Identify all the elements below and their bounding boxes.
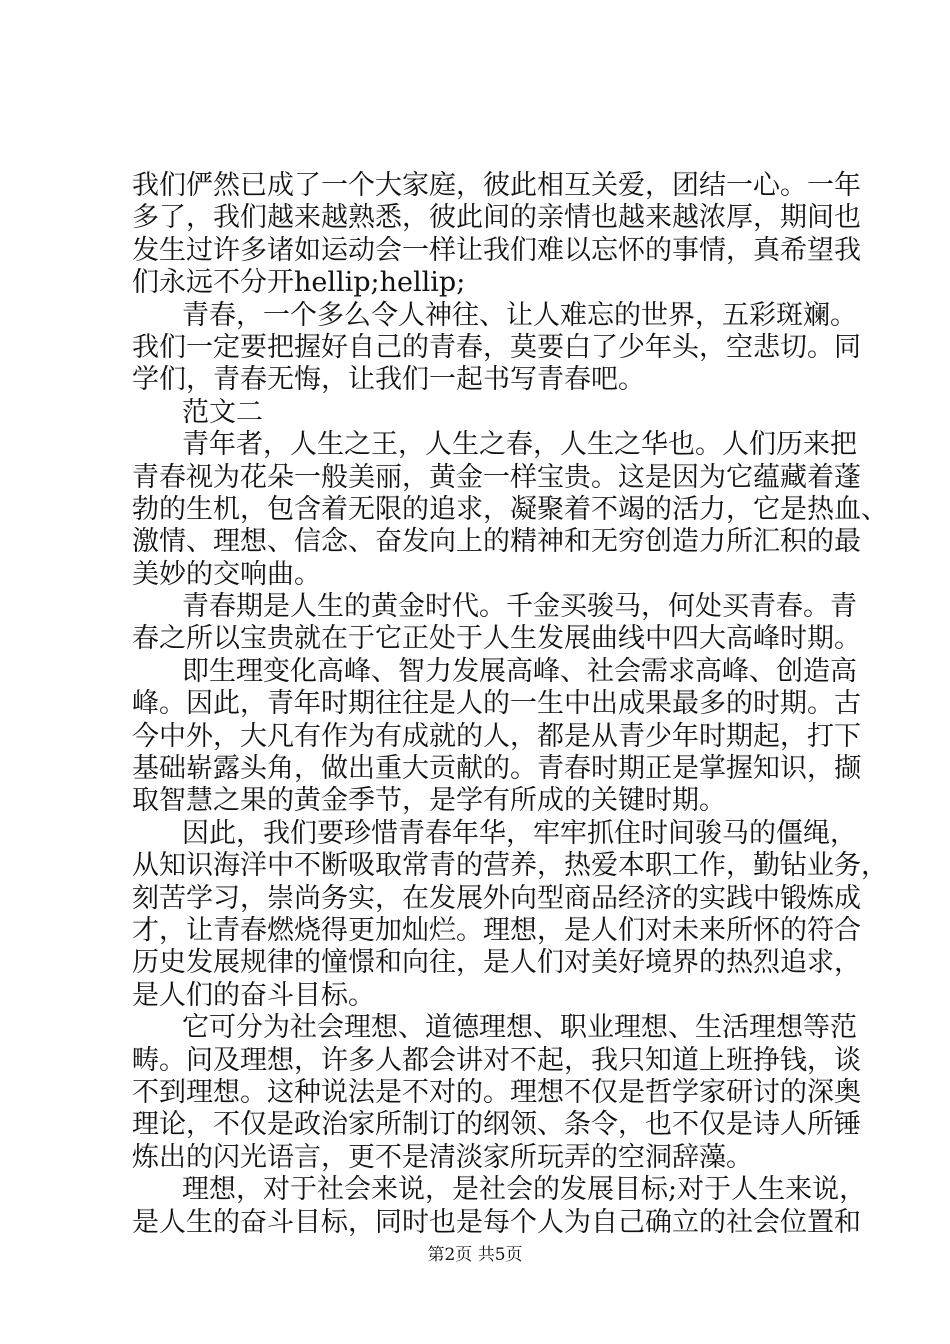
- text-line: 青春期是人生的黄金时代。千金买骏马，何处买青春。青: [182, 591, 857, 623]
- text-line: 畴。问及理想，许多人都会讲对不起，我只知道上班挣钱，谈: [132, 1044, 861, 1076]
- text-line: 我们俨然已成了一个大家庭，彼此相互关爱，团结一心。一年: [132, 170, 861, 201]
- text-line: 因此，我们要珍惜青春年华，牢牢抓住时间骏马的僵绳，: [182, 817, 857, 849]
- text-line: 激情、理想、信念、奋发向上的精神和无穷创造力所汇积的最: [132, 526, 861, 558]
- page-footer: [0, 1245, 950, 1265]
- text-line: 即生理变化高峰、智力发展高峰、社会需求高峰、创造高: [182, 655, 857, 687]
- text-line: 不到理想。这种说法是不对的。理想不仅是哲学家研讨的深奥: [132, 1076, 861, 1108]
- text-line: 基础崭露头角，做出重大贡献的。青春时期正是掌握知识，撷: [132, 753, 861, 785]
- text-line: 刻苦学习，崇尚务实，在发展外向型商品经济的实践中锻炼成: [132, 882, 861, 914]
- text-line: 今中外，大凡有作为有成就的人，都是从青少年时期起，打下: [132, 720, 861, 752]
- text-line: 理想，对于社会来说，是社会的发展目标;对于人生来说，: [182, 1174, 867, 1206]
- text-line: 勃的生机，包含着无限的追求，凝聚着不竭的活力，它是热血、: [132, 493, 888, 525]
- text-line: 多了，我们越来越熟悉，彼此间的亲情也越来越浓厚，期间也: [132, 202, 861, 234]
- text-line: 我们一定要把握好自己的青春，莫要白了少年头，空悲切。同: [132, 331, 861, 363]
- text-line: 是人们的奋斗目标。: [132, 979, 375, 1011]
- text-line: 青春视为花朵一般美丽，黄金一样宝贵。这是因为它蕴藏着蓬: [132, 461, 861, 493]
- text-line: 发生过许多诸如运动会一样让我们难以忘怀的事情，真希望我: [132, 234, 861, 266]
- text-line: 从知识海洋中不断吸取常青的营养，热爱本职工作，勤钻业务，: [132, 850, 888, 882]
- text-line: 才，让青春燃烧得更加灿烂。理想，是人们对未来所怀的符合: [132, 914, 861, 946]
- text-line: 学们，青春无悔，让我们一起书写青春吧。: [132, 364, 645, 396]
- text-line: 美妙的交响曲。: [132, 558, 321, 590]
- text-line: 炼出的闪光语言，更不是清淡家所玩弄的空洞辞藻。: [132, 1141, 753, 1173]
- text-line: 春之所以宝贵就在于它正处于人生发展曲线中四大高峰时期。: [132, 623, 861, 655]
- document-body: [132, 170, 888, 1239]
- text-line: 范文二: [182, 396, 263, 428]
- text-line: 是人生的奋斗目标，同时也是每个人为自己确立的社会位置和: [132, 1206, 861, 1238]
- text-line: 理论，不仅是政治家所制订的纲领、条令，也不仅是诗人所锤: [132, 1109, 861, 1141]
- text-line: 它可分为社会理想、道德理想、职业理想、生活理想等范: [182, 1012, 857, 1044]
- text-line: 峰。因此，青年时期往往是人的一生中出成果最多的时期。古: [132, 688, 861, 720]
- text-line: 青年者，人生之王，人生之春，人生之华也。人们历来把: [182, 429, 857, 461]
- text-line: 取智慧之果的黄金季节，是学有所成的关键时期。: [132, 785, 726, 817]
- text-line: 历史发展规律的憧憬和向往，是人们对美好境界的热烈追求，: [132, 947, 861, 979]
- text-line: 们永远不分开hellip;hellip;: [132, 267, 466, 299]
- page-number: 第2页 共5页: [427, 1245, 523, 1265]
- text-line: 青春，一个多么令人神往、让人难忘的世界，五彩斑斓。: [182, 299, 857, 331]
